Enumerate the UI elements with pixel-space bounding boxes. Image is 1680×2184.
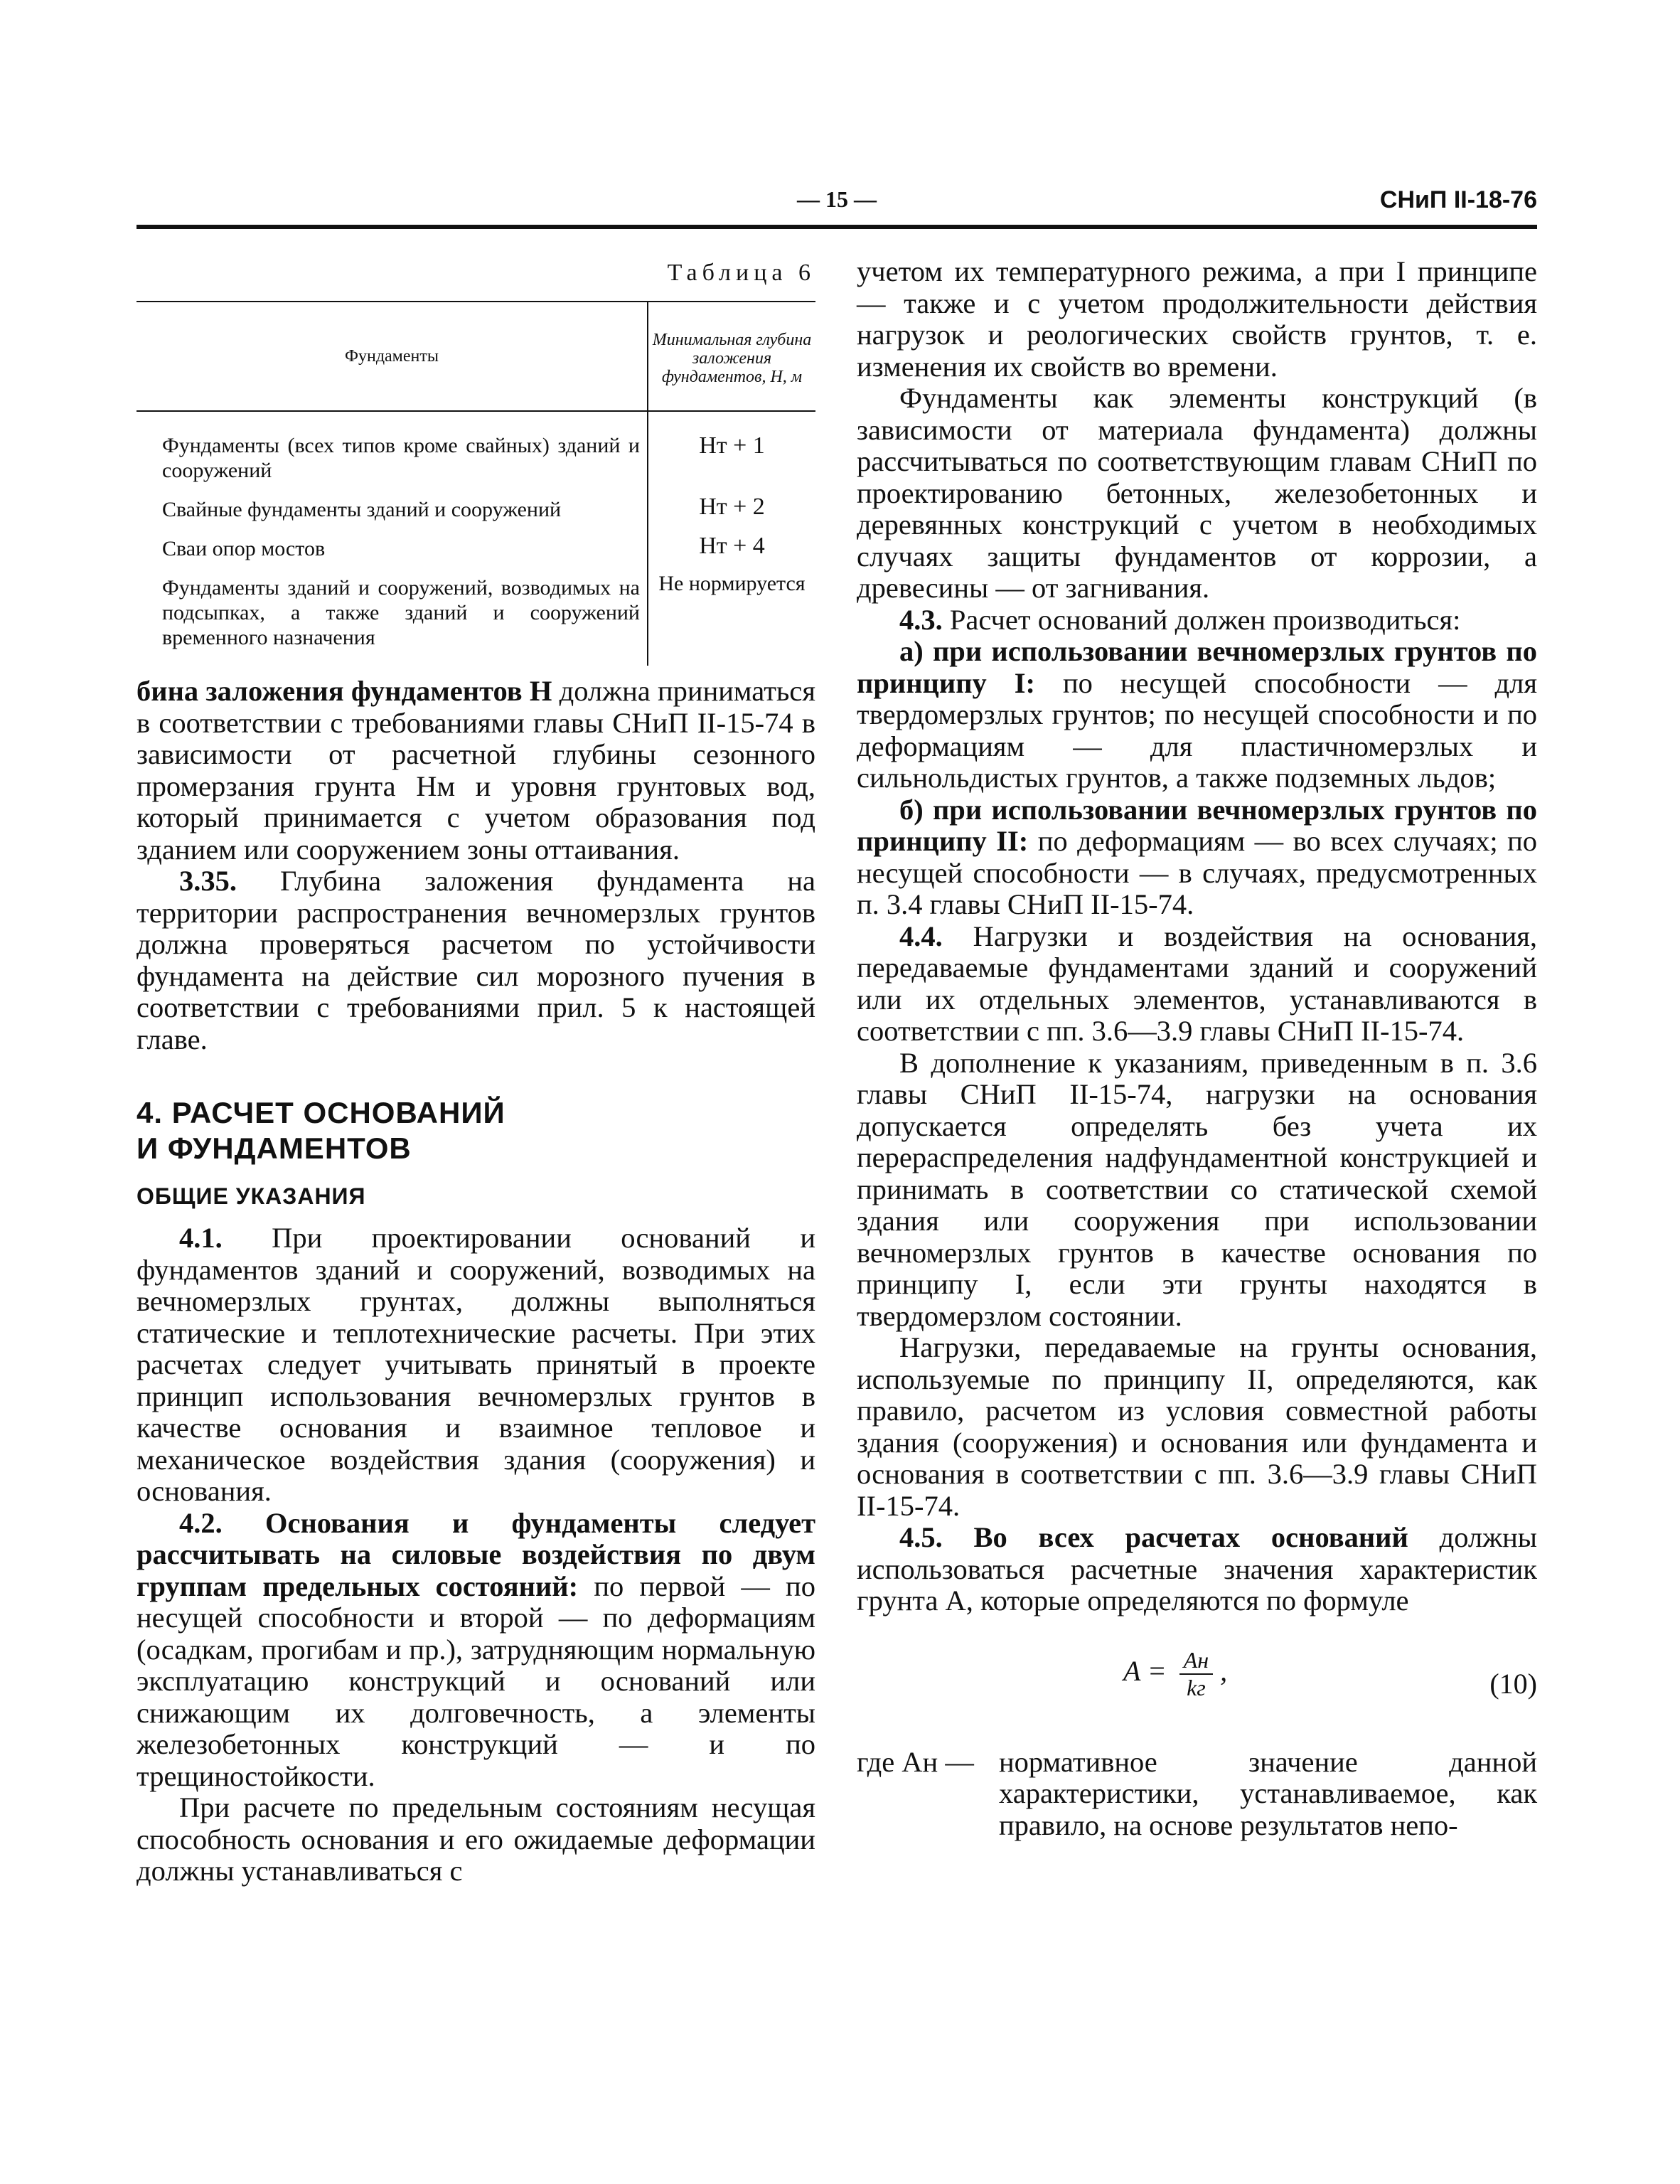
paragraph-4-3-b (857, 794, 1537, 921)
table-cell-depth: Не нормируется (648, 565, 815, 666)
paragraph-text: должна приниматься в соответствии с требованиями главы СНиП II-15-74 в зависимости от расчетной глубины сезонного промерзания грунта Hм и уровня грунтовых вод, который принимается с учетом образования под зданием или сооружением зоны оттаивания. (137, 675, 815, 865)
table-header-foundations: Фундаменты (137, 302, 648, 411)
table-header-min-depth: Минимальная глубина заложения фундаментов, H, м (648, 302, 815, 411)
paragraph-text: по деформациям — во всех случаях; по несущей способности — в случаях, предусмотренных п. 3.4 главы СНиП II-15-74. (857, 825, 1537, 920)
formula-comma: , (1220, 1654, 1228, 1687)
table-cell-foundation: Сваи опор мостов (162, 537, 326, 560)
table-title: Таблица 6 (667, 260, 815, 286)
paragraph-text: При проектировании оснований и фундаментов зданий и сооружений, возводимых на вечномерзлых грунтах, должны выполняться статические и теплотехнические расчеты. При этих расчетах следует учитывать принятый в проекте принцип использования вечномерзлых грунтов в качестве основания и взаимное тепловое и механическое воздействия здания (сооружения) и основания. (137, 1222, 815, 1507)
table-row (137, 487, 815, 526)
bold-text: 4.2. Основания и фундаменты следует рассчитывать на силовые воздействия по двум группам предельных состояний: (137, 1506, 815, 1602)
left-column (137, 256, 815, 1887)
paragraph-loads: Нагрузки, передаваемые на грунты основания, используемые по принципу II, определяются, как правило, расчетом из условия совместной работы здания (сооружения) и основания или фундамента и основания в соответствии с пп. 3.6—3.9 главы СНиП II-15-74. (857, 1331, 1537, 1522)
bold-text: бина заложения фундаментов H (137, 675, 552, 707)
clause-number: 3.35. (179, 865, 237, 897)
paragraph-4-3 (857, 604, 1537, 636)
paragraph-text: Нагрузки и воздействия на основания, передаваемые фундаментами зданий и сооружений или их отдельных элементов, устанавливаются в соответствии с пп. 3.6—3.9 главы СНиП II-15-74. (857, 920, 1537, 1047)
section-heading (137, 1095, 815, 1166)
document-code: СНиП II-18-76 (1379, 186, 1537, 213)
paragraph-text: Расчет оснований должен производиться: (942, 603, 1461, 636)
paragraph-4-3-a (857, 636, 1537, 794)
table-row (137, 565, 815, 666)
subsection-heading: ОБЩИЕ УКАЗАНИЯ (137, 1183, 366, 1209)
clause-number: 4.4. (899, 920, 943, 952)
table-row (137, 411, 815, 487)
where-label: где Aн — (857, 1745, 974, 1778)
paragraph-addition: В дополнение к указаниям, приведенным в п. 3.6 главы СНиП II-15-74, нагрузки на основания допускается определять без учета их перераспределения надфундаментной конструкцией и принимать в соответствии со статической схемой здания или сооружения при использовании вечномерзлых грунтов в качестве основания по принципу I, если эти грунты находятся в твердомерзлом состоянии. (857, 1046, 1537, 1332)
table-cell-depth: Hт + 2 (648, 487, 815, 526)
header-rule (137, 225, 1537, 229)
table-cell-foundation: Свайные фундаменты зданий и сооружений (162, 498, 562, 521)
clause-number: 4.3. (899, 603, 943, 636)
paragraph-4-5 (857, 1522, 1537, 1617)
table-6 (137, 301, 815, 666)
table-row (137, 526, 815, 565)
formula-denominator: kг (1187, 1674, 1206, 1700)
clause-number: 4.1. (179, 1222, 223, 1254)
paragraph-4-1 (137, 1222, 815, 1508)
paragraph-text: должны использоваться расчетные значения характеристик грунта A, которые определяются по формуле (857, 1521, 1537, 1616)
paragraph-continuation: учетом их температурного режима, а при I принципе — также и с учетом продолжительности действия нагрузок и реологических свойств грунтов, т. е. изменения их свойств во времени. (857, 255, 1537, 383)
table-cell-foundation: Фундаменты (всех типов кроме свайных) зданий и сооружений (162, 434, 640, 482)
formula-fraction (1179, 1647, 1213, 1701)
formula-numerator: Aн (1179, 1647, 1213, 1675)
formula-number: (10) (1489, 1667, 1537, 1700)
table-header-row (137, 302, 815, 411)
paragraph-4-4 (857, 921, 1537, 1048)
section-heading-line-1: 4. РАСЧЕТ ОСНОВАНИЙ (137, 1096, 505, 1129)
right-column (857, 256, 1537, 1841)
bold-text: б) при использовании вечномерзлых грунтов по принципу II: (857, 793, 1537, 857)
paragraph-foundations: Фундаменты как элементы конструкций (в зависимости от материала фундамента) должны рассчитываться по соответствующим главам СНиП по проектированию бетонных, железобетонных и деревянных конструкций с учетом в необходимых случаях защиты фундаментов от коррозии, а древесины — от загнивания. (857, 382, 1537, 604)
table-cell-depth: Hт + 1 (648, 411, 815, 487)
paragraph-text: Глубина заложения фундамента на территории распространения вечномерзлых грунтов должна проверяться расчетом по устойчивости фундамента на действие сил морозного пучения в соответствии с требованиями прил. 5 к настоящей главе. (137, 865, 815, 1055)
page-header (137, 186, 1537, 229)
where-text: нормативное значение данной характеристики, устанавливаемое, как правило, на основе результатов непо- (999, 1745, 1537, 1841)
bold-text: а) при использовании вечномерзлых грунтов по принципу I: (857, 635, 1537, 699)
paragraph-depth (137, 676, 815, 865)
table-cell-foundation: Фундаменты зданий и сооружений, возводимых на подсыпках, а также зданий и сооружений временного назначения (162, 576, 640, 649)
bold-text: 4.5. Во всех расчетах оснований (899, 1521, 1408, 1553)
section-heading-line-2: И ФУНДАМЕНТОВ (137, 1131, 412, 1165)
paragraph-text: по несущей способности — для твердомерзлых грунтов; по несущей способности и по деформациям — для пластичномерзлых и сильнольдистых грунтов, а также подземных льдов; (857, 666, 1537, 794)
page-number: — 15 — (797, 186, 877, 212)
paragraph-3-35 (137, 865, 815, 1055)
formula-lhs: A = (1123, 1654, 1167, 1687)
paragraph-text: по первой — по несущей способности и второй — по деформациям (осадкам, прогибам и пр.), затрудняющим нормальную эксплуатацию конструкций и оснований или снижающим их долговечность, а элементы железобетонных конструкций — и по трещиностойкости. (137, 1570, 815, 1792)
paragraph-4-2 (137, 1508, 815, 1793)
formula-where (857, 1747, 1537, 1842)
formula-expression (1123, 1647, 1227, 1701)
table-cell-depth: Hт + 4 (648, 526, 815, 565)
paragraph-limit-states: При расчете по предельным состояниям несущая способность основания и его ожидаемые деформации должны устанавливаться с (137, 1791, 815, 1887)
formula-10 (857, 1647, 1537, 1731)
